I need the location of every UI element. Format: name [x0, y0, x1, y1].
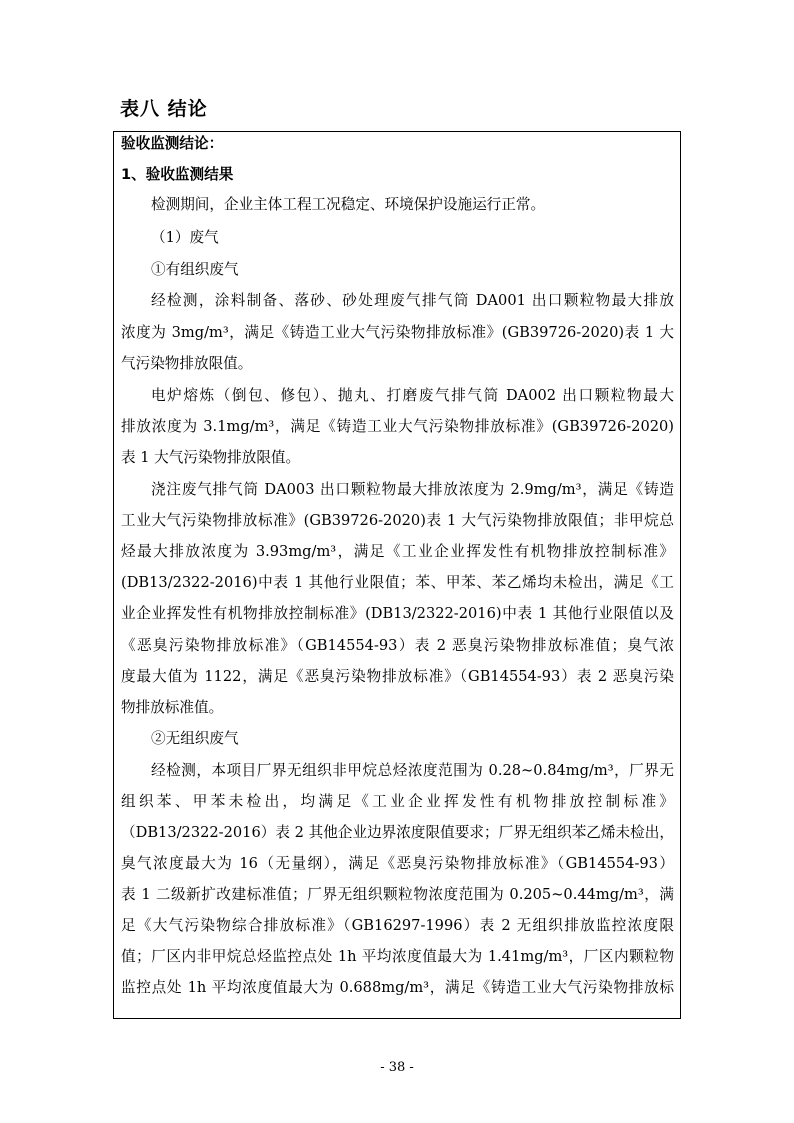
conclusion-table-frame	[113, 131, 681, 1019]
paragraph-line: 电炉熔炼（倒包、修包）、抛丸、打磨废气排气筒 DA002 出口颗粒物最大	[151, 387, 674, 404]
paragraph-line: 度最大值为 1122，满足《恶臭污染物排放标准》（GB14554-93）表 2 恶臭污染	[121, 668, 674, 685]
heading-monitoring-results: 1、验收监测结果	[121, 166, 234, 183]
paragraph-line: 足《大气污染物综合排放标准》（GB16297-1996）表 2 无组织排放监控浓度限	[121, 917, 674, 934]
paragraph-line: 浇注废气排气筒 DA003 出口颗粒物最大排放浓度为 2.9mg/m³，满足《铸造	[151, 481, 674, 498]
paragraph-line: 臭气浓度最大为 16（无量纲），满足《恶臭污染物排放标准》（GB14554-93）	[121, 855, 674, 872]
paragraph-line: 值；厂区内非甲烷总烃监控点处 1h 平均浓度值最大为 1.41mg/m³，厂区内颗粒物	[121, 948, 674, 965]
paragraph-line: 检测期间，企业主体工程工况稳定、环境保护设施运行正常。	[151, 196, 546, 213]
subheading-organized-gas: ①有组织废气	[151, 261, 239, 278]
paragraph-line: 业企业挥发性有机物排放控制标准》(DB13/2322-2016)中表 1 其他行业限值以及	[121, 605, 674, 622]
paragraph-line: 物排放标准值。	[121, 699, 224, 716]
paragraph-line: 排放浓度为 3.1mg/m³，满足《铸造工业大气污染物排放标准》(GB39726-2020)	[121, 418, 674, 435]
paragraph-line: 表 1 大气污染物排放限值。	[121, 449, 301, 466]
paragraph-line: 浓度为 3mg/m³，满足《铸造工业大气污染物排放标准》(GB39726-2020)表 1 大	[121, 324, 674, 341]
paragraph-line: （DB13/2322-2016）表 2 其他企业边界浓度限值要求；厂界无组织苯乙烯未检出，	[121, 824, 674, 841]
section-title: 表八 结论	[120, 98, 208, 120]
paragraph-line: 烃最大排放浓度为 3.93mg/m³，满足《工业企业挥发性有机物排放控制标准》	[121, 543, 674, 560]
paragraph-line: 表 1 二级新扩改建标准值；厂界无组织颗粒物浓度范围为 0.205~0.44mg/m³，满	[121, 886, 674, 903]
page-number: - 38 -	[380, 1060, 414, 1075]
heading-acceptance-conclusion: 验收监测结论：	[121, 135, 224, 152]
paragraph-line: 监控点处 1h 平均浓度值最大为 0.688mg/m³，满足《铸造工业大气污染物排放标	[121, 979, 674, 996]
subheading-unorganized-gas: ②无组织废气	[151, 730, 239, 747]
paragraph-line: 组织苯、甲苯未检出，均满足《工业企业挥发性有机物排放控制标准》	[121, 793, 674, 810]
paragraph-line: 经检测，涂料制备、落砂、砂处理废气排气筒 DA001 出口颗粒物最大排放	[151, 292, 674, 309]
subheading-exhaust-gas: （1）废气	[151, 229, 219, 246]
paragraph-line: 工业大气污染物排放标准》(GB39726-2020)表 1 大气污染物排放限值；非甲烷总	[121, 512, 674, 529]
paragraph-line: 经检测，本项目厂界无组织非甲烷总烃浓度范围为 0.28~0.84mg/m³，厂界无	[151, 762, 674, 779]
paragraph-line: 《恶臭污染物排放标准》（GB14554-93）表 2 恶臭污染物排放标准值；臭气浓	[121, 637, 674, 654]
paragraph-line: 气污染物排放限值。	[121, 355, 253, 372]
paragraph-line: (DB13/2322-2016)中表 1 其他行业限值；苯、甲苯、苯乙烯均未检出，满足《工	[121, 574, 674, 591]
